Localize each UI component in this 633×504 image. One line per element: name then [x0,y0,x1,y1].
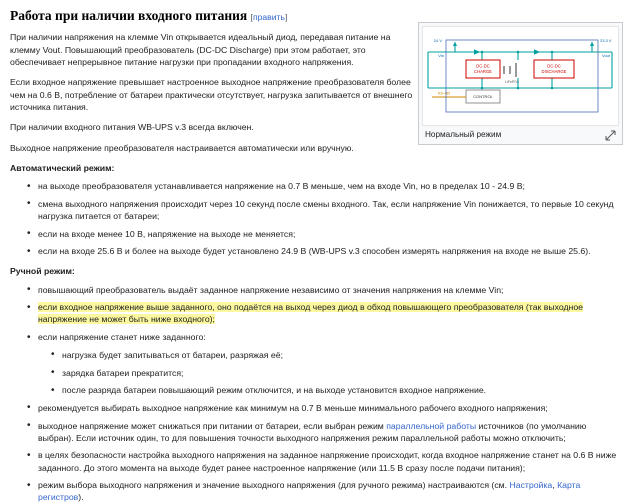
list-item: • если на входе менее 10 В, напряжение на выходе не меняется; [38,228,623,240]
svg-text:RS-485: RS-485 [438,91,451,96]
paragraph-3: При наличии входного питания WB-UPS v.3 всегда включен. [10,122,254,133]
list-item: • в целях безопасности настройка выходного напряжения на заданное напряжение происходит, когда входное напряжение станет на 0.6 В ниже заданного. До этого момента на выходе будет ранее настроенное напряжение (или 11.5 В сразу после подачи питания); [38,449,623,473]
auto-mode-heading: Автоматический режим: [10,162,115,173]
svg-text:23.3 V: 23.3 V [600,38,612,43]
manual-mode-heading: Ручной режим: [10,266,75,277]
svg-text:LiFePO4: LiFePO4 [505,80,519,84]
list-item: • смена выходного напряжения происходит через 10 секунд после смены входного. Так, если напряжение Vin понижается, то первые 10 секунд нагрузка питается от батареи; [38,198,623,222]
svg-text:DISCHARGE: DISCHARGE [541,69,567,74]
manual-mode-list [10,284,623,504]
bracket-open: [ [250,12,253,22]
figure-caption-text: Нормальный режим [425,130,502,139]
list-item: • на выходе преобразователя устанавливается напряжение на 0.7 В меньше, чем на входе Vin, но в пределах 10 - 24.9 В; [38,180,623,192]
auto-mode-list [10,180,623,257]
highlighted-text: если входное напряжение выше заданного, оно подаётся на выход через диод в обход повышающего преобразователя (так выходное напряжение не может быть ниже входного); [38,302,584,325]
bracket-close: ] [284,12,288,22]
paragraph-4: Выходное напряжение преобразователя настраивается автоматически или вручную. [10,142,354,153]
figure-caption [422,126,619,144]
svg-text:DC-DC: DC-DC [547,63,561,69]
paragraph-2: Если входное напряжение превышает настроенное выходное напряжение преобразователя более чем на 0.6 В, потребление от батареи практически отсутствует, нагрузка запитывается от внешнего источника питания. [10,77,413,112]
list-item [38,331,623,396]
svg-text:CHARGE: CHARGE [474,69,492,74]
list-item: • режим выбора выходного напряжения и значение выходного напряжения (для ручного режима) настраиваются (см. Настройка, Карта регистров). [38,479,623,503]
page-title-text: Работа при наличии входного питания [10,8,248,23]
list-item: • зарядка батареи прекратится; [62,367,623,379]
svg-text:Vout: Vout [602,53,611,58]
link-setup[interactable]: Настройка [509,480,553,491]
expand-icon[interactable] [605,130,616,141]
list-item: • после разряда батареи повышающий режим отключится, и на выходе установится входное напряжение. [62,384,623,396]
figure-thumbnail[interactable] [418,22,623,145]
edit-label[interactable]: править [252,12,285,22]
list-item: • нагрузка будет запитываться от батареи, разряжая её; [62,349,623,361]
list-item-label: если напряжение станет ниже заданного: [38,332,206,343]
svg-text:DC-DC: DC-DC [476,63,490,69]
paragraph-1: При наличии напряжения на клемме Vin открывается идеальный диод, передавая питание на клемму Vout. Повышающий преобразователь (DC-DC Discharge) при этом работает, это обеспечивает непрерывное питание нагрузки при пропадании входного напряжения. [10,32,391,67]
svg-text:CONTROL: CONTROL [473,94,493,99]
schematic-svg [422,26,619,126]
list-item: • повышающий преобразователь выдаёт заданное напряжение независимо от значения напряжения на клемме Vin; [38,284,623,296]
list-item-highlighted [38,301,623,325]
svg-text:Vin: Vin [438,53,444,58]
list-item: • если на входе 25.6 В и более на выходе будет установлено 24.9 В (WB-UPS v.3 способен измерять напряжения на входе не выше 25.6). [38,245,623,257]
list-item: • выходное напряжение может снижаться при питании от батареи, если выбран режим параллельной работы источников (по умолчанию выбран). Если источник один, то для повышения точности выходного напряжения режим параллельной работы можно отключить; [38,420,623,444]
svg-text:24 V: 24 V [433,38,442,43]
list-item: • рекомендуется выбирать выходное напряжение как минимум на 0.7 В меньше минимального рабочего входного напряжения; [38,402,623,414]
edit-section-link[interactable] [251,12,288,22]
link-parallel-operation[interactable]: параллельной работы [386,420,477,431]
manual-mode-sublist [38,349,623,397]
schematic-image[interactable] [422,26,619,126]
link-register-map[interactable]: Карта регистров [38,480,581,503]
